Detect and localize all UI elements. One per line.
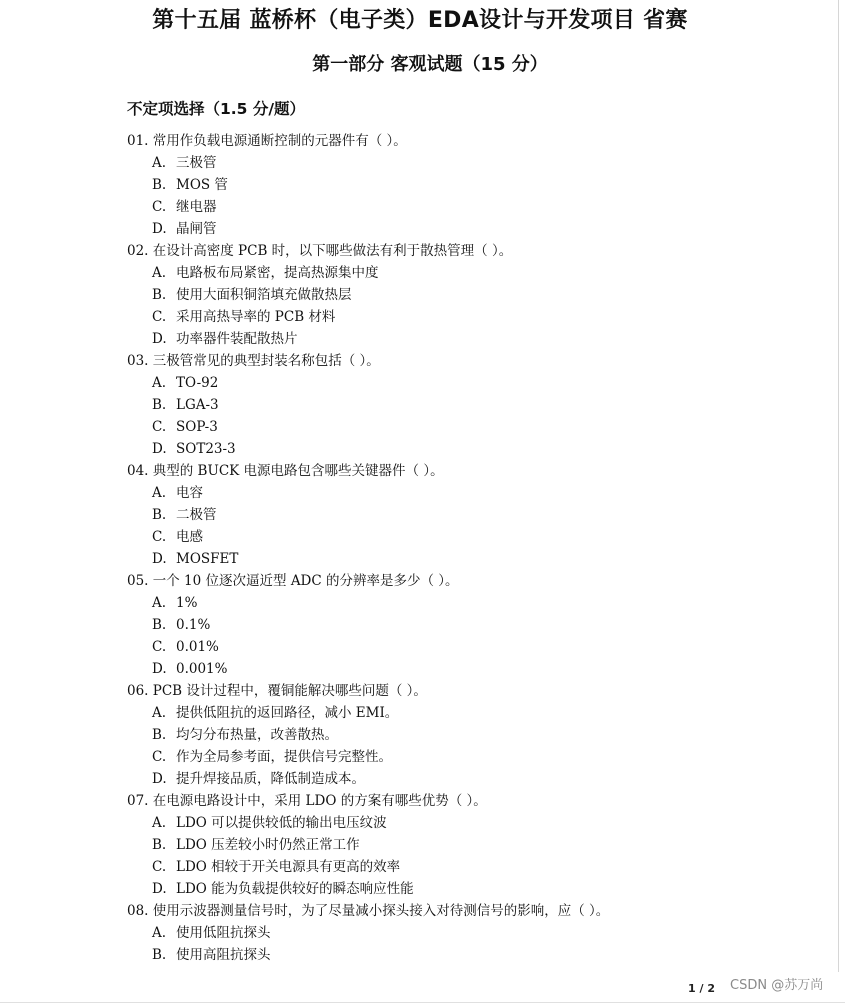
question-text: 03. 三极管常见的典型封装名称包括（ ）。: [127, 353, 380, 369]
question-text: 01. 常用作负载电源通断控制的元器件有（ ）。: [127, 133, 407, 149]
option-letter: B.: [152, 507, 167, 523]
option-text: MOS 管: [176, 177, 228, 193]
option-item: [127, 394, 827, 416]
option-letter: A.: [152, 925, 167, 941]
option-letter: D.: [152, 771, 167, 787]
option-letter: B.: [152, 177, 167, 193]
option-text: 晶闸管: [176, 221, 217, 237]
question-text: 05. 一个 10 位逐次逼近型 ADC 的分辨率是多少（ ）。: [127, 573, 459, 589]
option-text: LDO 可以提供较低的输出电压纹波: [176, 815, 387, 831]
question-text: 04. 典型的 BUCK 电源电路包含哪些关键器件（ ）。: [127, 463, 444, 479]
option-text: LGA-3: [176, 397, 219, 413]
option-item: [127, 482, 827, 504]
option-item: [127, 526, 827, 548]
option-letter: A.: [152, 815, 167, 831]
option-item: [127, 856, 827, 878]
section-heading: 不定项选择（1.5 分/题）: [127, 100, 306, 118]
option-item: [127, 746, 827, 768]
page-edge-right: [838, 0, 839, 972]
option-text: SOT23-3: [176, 441, 236, 457]
option-text: 采用高热导率的 PCB 材料: [176, 309, 336, 325]
option-text: LDO 压差较小时仍然正常工作: [176, 837, 360, 853]
option-letter: A.: [152, 375, 167, 391]
option-letter: A.: [152, 265, 167, 281]
option-letter: B.: [152, 287, 167, 303]
option-item: [127, 152, 827, 174]
option-text: LDO 能为负载提供较好的瞬态响应性能: [176, 881, 414, 897]
option-item: [127, 658, 827, 680]
option-item: [127, 922, 827, 944]
option-text: 0.1%: [176, 617, 211, 633]
option-text: 继电器: [176, 199, 217, 215]
option-item: [127, 702, 827, 724]
option-item: [127, 548, 827, 570]
option-item: [127, 284, 827, 306]
option-text: LDO 相较于开关电源具有更高的效率: [176, 859, 401, 875]
question-text: 08. 使用示波器测量信号时，为了尽量减小探头接入对待测信号的影响，应（ ）。: [127, 903, 610, 919]
option-text: 提升焊接品质，降低制造成本。: [176, 771, 365, 787]
option-item: [127, 504, 827, 526]
question-list: [127, 130, 827, 966]
option-item: [127, 174, 827, 196]
question-text: 07. 在电源电路设计中，采用 LDO 的方案有哪些优势（ ）。: [127, 793, 487, 809]
option-letter: B.: [152, 397, 167, 413]
option-text: SOP-3: [176, 419, 218, 435]
option-letter: C.: [152, 309, 167, 325]
option-letter: C.: [152, 529, 167, 545]
option-text: 0.01%: [176, 639, 219, 655]
option-item: [127, 614, 827, 636]
option-text: 作为全局参考面，提供信号完整性。: [176, 749, 392, 765]
option-letter: D.: [152, 221, 167, 237]
option-letter: C.: [152, 639, 167, 655]
option-text: 功率器件装配散热片: [176, 331, 298, 347]
option-item: [127, 196, 827, 218]
option-text: 使用低阻抗探头: [176, 925, 271, 941]
option-letter: D.: [152, 441, 167, 457]
option-letter: D.: [152, 551, 167, 567]
option-letter: D.: [152, 331, 167, 347]
option-item: [127, 592, 827, 614]
option-letter: A.: [152, 705, 167, 721]
option-item: [127, 944, 827, 966]
question-text: 02. 在设计高密度 PCB 时，以下哪些做法有利于散热管理（ ）。: [127, 243, 513, 259]
option-item: [127, 438, 827, 460]
option-letter: C.: [152, 199, 167, 215]
option-text: 电容: [176, 485, 203, 501]
option-letter: C.: [152, 749, 167, 765]
option-item: [127, 724, 827, 746]
document-title: 第十五届 蓝桥杯（电子类）EDA设计与开发项目 省赛: [152, 8, 688, 33]
option-text: 1%: [176, 595, 198, 611]
option-text: 电路板布局紧密，提高热源集中度: [176, 265, 379, 281]
option-item: [127, 768, 827, 790]
option-letter: A.: [152, 485, 167, 501]
option-item: [127, 636, 827, 658]
option-item: [127, 834, 827, 856]
option-item: [127, 306, 827, 328]
option-text: 使用高阻抗探头: [176, 947, 271, 963]
option-letter: A.: [152, 595, 167, 611]
watermark-text: CSDN @苏万尚: [730, 978, 824, 993]
option-text: 三极管: [176, 155, 217, 171]
option-letter: A.: [152, 155, 167, 171]
document-subtitle: 第一部分 客观试题（15 分）: [312, 54, 548, 75]
option-letter: B.: [152, 837, 167, 853]
option-letter: D.: [152, 881, 167, 897]
option-item: [127, 416, 827, 438]
option-item: [127, 372, 827, 394]
option-item: [127, 328, 827, 350]
option-text: 使用大面积铜箔填充做散热层: [176, 287, 352, 303]
option-text: TO-92: [176, 375, 219, 391]
option-letter: B.: [152, 617, 167, 633]
option-letter: C.: [152, 859, 167, 875]
option-text: 0.001%: [176, 661, 228, 677]
option-text: MOSFET: [176, 551, 239, 567]
question-text: 06. PCB 设计过程中，覆铜能解决哪些问题（ ）。: [127, 683, 427, 699]
option-letter: B.: [152, 727, 167, 743]
page-number: 1 / 2: [688, 982, 715, 995]
option-letter: C.: [152, 419, 167, 435]
option-text: 二极管: [176, 507, 217, 523]
option-text: 提供低阻抗的返回路径，减小 EMI。: [176, 705, 399, 721]
option-text: 均匀分布热量，改善散热。: [176, 727, 338, 743]
option-item: [127, 262, 827, 284]
option-item: [127, 812, 827, 834]
option-text: 电感: [176, 529, 203, 545]
option-item: [127, 878, 827, 900]
option-item: [127, 218, 827, 240]
option-letter: D.: [152, 661, 167, 677]
option-letter: B.: [152, 947, 167, 963]
